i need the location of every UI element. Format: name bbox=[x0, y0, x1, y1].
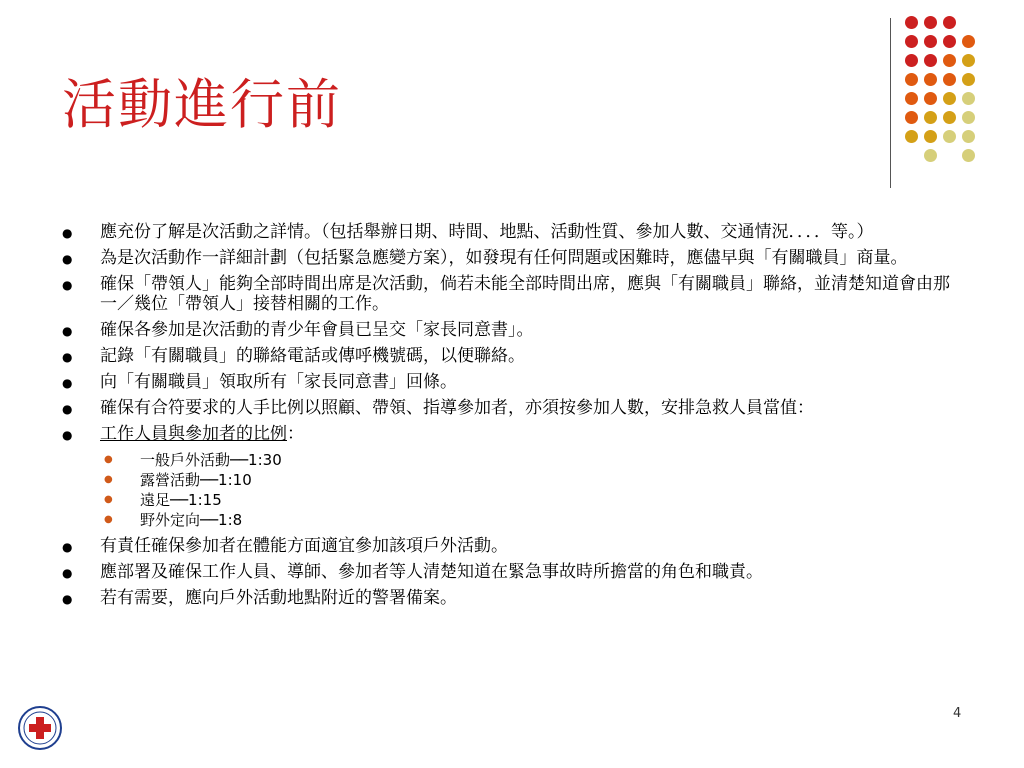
decorative-dot bbox=[905, 92, 918, 105]
bullet-icon: ● bbox=[62, 278, 73, 292]
decorative-dot bbox=[943, 92, 956, 105]
decorative-dot bbox=[924, 16, 937, 29]
decorative-dot bbox=[962, 35, 975, 48]
sub-bullet-icon: ● bbox=[104, 454, 113, 465]
decorative-dot bbox=[943, 111, 956, 124]
page-number: 4 bbox=[953, 706, 962, 721]
ratio-item: ● 遠足──1:15 bbox=[104, 491, 222, 509]
bullet-icon: ● bbox=[62, 252, 73, 266]
bullet-icon: ● bbox=[62, 226, 73, 240]
decorative-dot bbox=[962, 130, 975, 143]
sub-bullet-icon: ● bbox=[104, 474, 113, 485]
ratio-heading: 工作人員與參加者的比例 bbox=[100, 424, 287, 444]
sub-bullet-icon: ● bbox=[104, 494, 113, 505]
decorative-dot bbox=[905, 73, 918, 86]
bullet-icon: ● bbox=[62, 592, 73, 606]
bullet-item: ● 確保「帶領人」能夠全部時間出席是次活動，倘若未能全部時間出席，應與「有關職員」聯絡，並清楚知道會由那一／幾位「帶領人」接替相關的工作。 bbox=[62, 274, 950, 314]
bullet-item: ● 確保各參加是次活動的青少年會員已呈交「家長同意書」。 bbox=[62, 320, 534, 340]
decorative-dot bbox=[962, 73, 975, 86]
slide-body bbox=[62, 222, 962, 614]
decorative-dot bbox=[943, 73, 956, 86]
bullet-item: ● 記錄「有關職員」的聯絡電話或傳呼機號碼，以便聯絡。 bbox=[62, 346, 525, 366]
decorative-dot bbox=[924, 35, 937, 48]
decorative-dot bbox=[924, 111, 937, 124]
bullet-item: ● 若有需要，應向戶外活動地點附近的警署備案。 bbox=[62, 588, 457, 608]
decorative-dot bbox=[924, 54, 937, 67]
bullet-icon: ● bbox=[62, 324, 73, 338]
bullet-icon: ● bbox=[62, 540, 73, 554]
decorative-dot bbox=[924, 73, 937, 86]
decorative-dot-grid bbox=[905, 16, 1015, 166]
bullet-icon: ● bbox=[62, 402, 73, 416]
decorative-dot bbox=[905, 130, 918, 143]
decorative-dot bbox=[943, 16, 956, 29]
bullet-item: ● 應部署及確保工作人員、導師、參加者等人清楚知道在緊急事故時所擔當的角色和職責。 bbox=[62, 562, 763, 582]
bullet-item: ● 應充份了解是次活動之詳情。（包括舉辦日期、時間、地點、活動性質、參加人數、交通情況．．．．等。） bbox=[62, 222, 874, 242]
decorative-dot bbox=[905, 16, 918, 29]
slide-title: 活動進行前 bbox=[62, 73, 342, 136]
sub-bullet-icon: ● bbox=[104, 514, 113, 525]
ratio-item: ● 一般戶外活動──1:30 bbox=[104, 451, 282, 469]
header-divider bbox=[890, 18, 891, 188]
bullet-item: ● 為是次活動作一詳細計劃（包括緊急應變方案），如發現有任何問題或困難時，應儘早與「有關職員」商量。 bbox=[62, 248, 908, 268]
decorative-dot bbox=[905, 111, 918, 124]
ratio-item: ● 野外定向──1:8 bbox=[104, 511, 243, 529]
bullet-icon: ● bbox=[62, 376, 73, 390]
decorative-dot bbox=[962, 92, 975, 105]
bullet-item: ● 確保有合符要求的人手比例以照顧、帶領、指導參加者，亦須按參加人數，安排急救人員當值： bbox=[62, 398, 814, 418]
ratio-item: ● 露營活動──1:10 bbox=[104, 471, 252, 489]
bullet-icon: ● bbox=[62, 428, 73, 442]
decorative-dot bbox=[943, 54, 956, 67]
decorative-dot bbox=[924, 130, 937, 143]
decorative-dot bbox=[924, 149, 937, 162]
decorative-dot bbox=[962, 111, 975, 124]
decorative-dot bbox=[943, 35, 956, 48]
decorative-dot bbox=[905, 35, 918, 48]
bullet-item: ● 有責任確保參加者在體能方面適宜參加該項戶外活動。 bbox=[62, 536, 508, 556]
decorative-dot bbox=[943, 130, 956, 143]
bullet-item: ● 向「有關職員」領取所有「家長同意書」回條。 bbox=[62, 372, 457, 392]
decorative-dot bbox=[924, 92, 937, 105]
decorative-dot bbox=[962, 149, 975, 162]
decorative-dot bbox=[905, 54, 918, 67]
bullet-icon: ● bbox=[62, 350, 73, 364]
bullet-icon: ● bbox=[62, 566, 73, 580]
ratio-heading-item: ● 工作人員與參加者的比例： bbox=[62, 424, 304, 444]
decorative-dot bbox=[962, 54, 975, 67]
red-cross-logo-icon bbox=[18, 706, 62, 750]
